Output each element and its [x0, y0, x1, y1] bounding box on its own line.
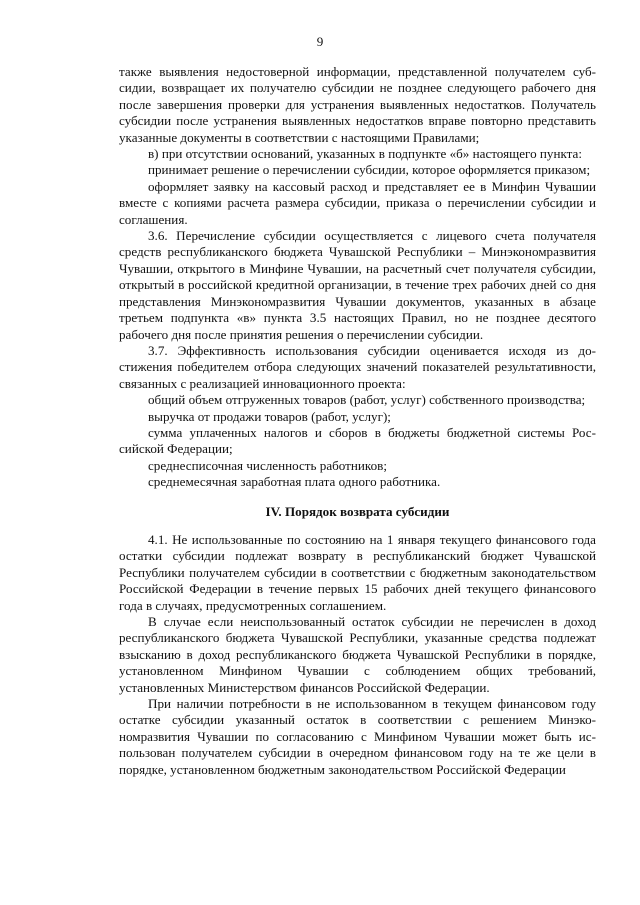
- paragraphs-before-heading: [119, 64, 596, 491]
- section-heading: IV. Порядок возврата субсидии: [265, 503, 450, 519]
- paragraph: выручка от продажи товаров (работ, услуг);: [148, 408, 391, 424]
- paragraph: 4.1. Не использованные по состоянию на 1 января текущего финансового года остатки субсидии подлежат возврату в республиканский бюджет Чувашской Республики получателем субсидии в соответствии с бюджетным законодательством Российской Федерации в течение первых 15 рабочих дней текущего финансового года в случаях, предусмотренных соглашением.: [119, 531, 596, 613]
- paragraph: в) при отсутствии оснований, указанных в подпункте «б» настоящего пункта:: [148, 146, 582, 162]
- page-number: 9: [316, 34, 324, 49]
- paragraph: общий объем отгруженных товаров (работ, услуг) собственного производства;: [148, 392, 586, 408]
- paragraph: также выявления недостоверной информации, представленной получателем субсидии, возвращает их получателю субсидии не позднее следующего рабочего дня после завершения проверки для устранения выявленных недостатков. Получатель субсидии после устранения выявленных недостатков вправе повторно представить указанные документы в соответствии с настоящими Правилами;: [119, 64, 596, 145]
- paragraph: принимает решение о перечислении субсидии, которое оформляется приказом;: [148, 162, 591, 178]
- paragraph: 3.6. Перечисление субсидии осуществляется с лицевого счета получателя средств республиканского бюджета Чувашской Республики – Минэкономразвития Чувашии, открытого в Минфине Чувашии, на расчетный счет получателя субсидии, открытый в российской кредитной организации, в течение трех рабочих дней со дня представления Минэкономразвития Чувашии документов, указанных в абзаце третьем подпункта «в» пункта 3.5 настоящих Правил, но не позднее десятого рабочего дня после принятия решения о перечислении субсидии.: [119, 228, 596, 342]
- paragraph: среднемесячная заработная плата одного работника.: [148, 474, 441, 490]
- paragraph: 3.7. Эффективность использования субсидии оценивается исходя из достижения победителем отбора следующих значений показателей результативности, связанных с реализацией инновационного проекта:: [119, 342, 596, 391]
- paragraph: оформляет заявку на кассовый расход и представляет ее в Минфин Чувашии вместе с копиями расчета размера субсидии, приказа о перечислении субсидии и соглашения.: [119, 178, 596, 227]
- paragraph: среднесписочная численность работников;: [148, 457, 387, 473]
- document-body: [119, 64, 596, 778]
- paragraph: сумма уплаченных налогов и сборов в бюджеты бюджетной системы Российской Федерации;: [119, 424, 596, 457]
- paragraph: В случае если неиспользованный остаток субсидии не перечислен в доход республиканского бюджета Чувашской Республики, указанные средства подлежат взысканию в доход республиканского бюджета Чувашской Республики в порядке, установленном Минфином Чувашии с соблюдением общих требований, установленных Министерством финансов Российской Федерации.: [119, 614, 596, 695]
- paragraph: При наличии потребности в не использованном в текущем финансовом году остатке субсидии указанный остаток в соответствии с решением Минэкономразвития Чувашии по согласованию с Минфином Чувашии может быть использован получателем субсидии в очередном финансовом году на те же цели в порядке, установленном бюджетным законодательством Российской Федерации: [119, 696, 596, 777]
- paragraphs-after-heading: [119, 532, 596, 778]
